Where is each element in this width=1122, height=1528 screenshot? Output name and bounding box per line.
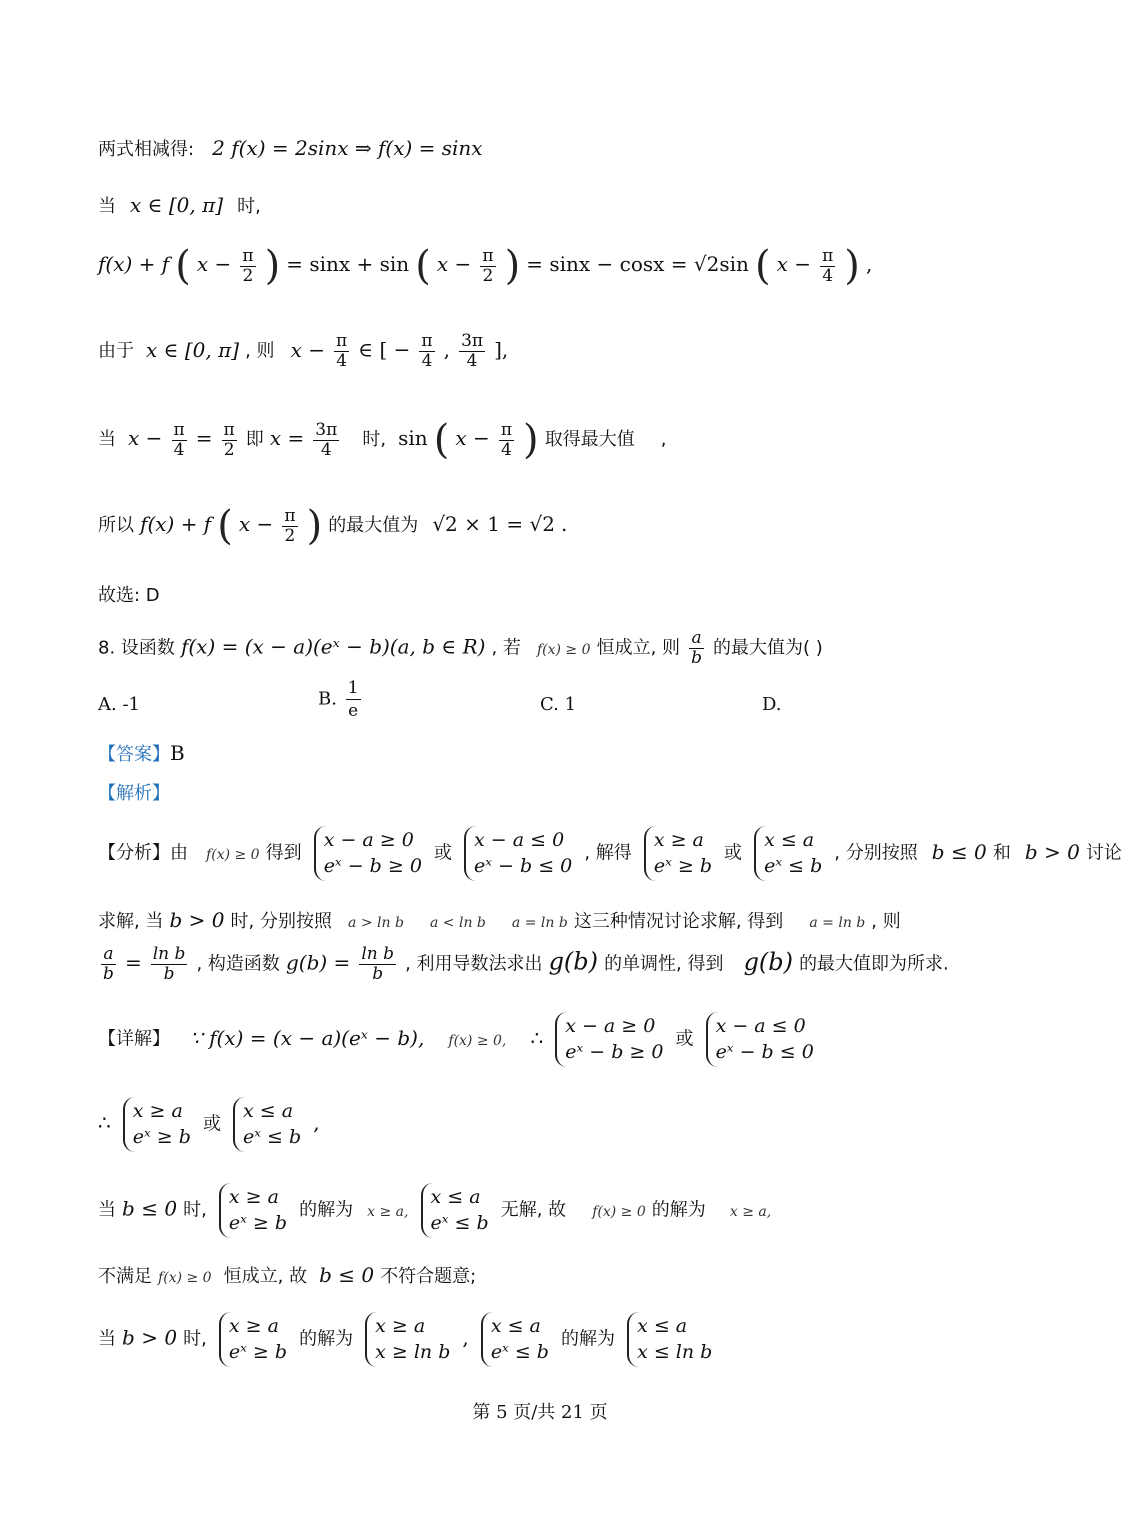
fraction bbox=[151, 946, 188, 983]
formula: b > 0 bbox=[122, 1325, 178, 1350]
row: eˣ ≥ b bbox=[132, 1125, 191, 1148]
punct: , bbox=[865, 252, 873, 276]
text: 这三种情况讨论求解, 得到 bbox=[573, 911, 784, 932]
detail-line-4 bbox=[98, 1265, 476, 1286]
system bbox=[754, 826, 822, 881]
row: x ≤ a bbox=[243, 1100, 294, 1122]
denominator: 4 bbox=[336, 351, 348, 371]
fraction bbox=[359, 946, 396, 983]
formula-small: f(x) ≥ 0, bbox=[448, 1032, 507, 1049]
text: , 解得 bbox=[584, 842, 632, 864]
row: x ≥ a bbox=[228, 1315, 279, 1337]
formula: x − bbox=[776, 252, 812, 276]
system bbox=[627, 1312, 712, 1367]
numerator: π bbox=[421, 331, 433, 351]
fraction bbox=[346, 678, 361, 721]
formula-small: a = ln b bbox=[511, 915, 568, 931]
system bbox=[706, 1012, 814, 1067]
text: 取得最大值 bbox=[544, 429, 635, 450]
formula-small: f(x) ≥ 0 bbox=[206, 846, 260, 863]
formula: = sinx − cosx = √2sin bbox=[526, 252, 749, 276]
fraction bbox=[689, 630, 704, 667]
numerator: π bbox=[822, 245, 834, 266]
formula: x − bbox=[196, 252, 232, 276]
line-max-condition bbox=[98, 417, 667, 463]
text: 恒成立, 故 bbox=[223, 1266, 308, 1287]
numerator: 1 bbox=[347, 678, 359, 698]
formula: b ≤ 0 bbox=[122, 1196, 178, 1221]
formula-small: f(x) ≥ 0 bbox=[536, 641, 591, 658]
denominator: b bbox=[372, 964, 384, 984]
text: 当 bbox=[98, 1199, 116, 1221]
text: , 利用导数法求出 bbox=[405, 953, 543, 975]
fraction bbox=[101, 946, 116, 983]
text: 由于 bbox=[98, 340, 134, 362]
system bbox=[365, 1312, 450, 1367]
row: x ≥ ln b bbox=[375, 1340, 451, 1363]
fraction bbox=[480, 245, 495, 286]
denominator: 2 bbox=[482, 265, 494, 286]
fraction bbox=[240, 245, 255, 286]
formula: ∴ bbox=[98, 1110, 111, 1135]
text: 两式相减得: bbox=[98, 139, 195, 160]
row: x − a ≥ 0 bbox=[323, 829, 414, 851]
row: eˣ ≥ b bbox=[228, 1211, 288, 1234]
text: , 构造函数 bbox=[196, 953, 280, 975]
system bbox=[219, 1183, 287, 1238]
text: 的解为 bbox=[299, 1199, 354, 1221]
row: eˣ ≥ b bbox=[228, 1340, 288, 1363]
paren-open: ( bbox=[217, 503, 233, 549]
row: x ≥ a bbox=[653, 829, 704, 851]
formula-small: x ≥ a, bbox=[367, 1203, 409, 1220]
formula-small: f(x) ≥ 0 bbox=[158, 1270, 212, 1286]
formula: = bbox=[195, 426, 213, 450]
fraction bbox=[820, 245, 835, 286]
formula: x − bbox=[455, 426, 490, 450]
formula: ∴ bbox=[530, 1025, 544, 1050]
row: eˣ ≤ b bbox=[243, 1125, 302, 1148]
fraction bbox=[282, 505, 297, 546]
row: x ≥ a bbox=[132, 1100, 183, 1122]
formula: x − bbox=[238, 512, 274, 536]
text: 即 bbox=[245, 429, 264, 450]
text: 无解, 故 bbox=[500, 1199, 567, 1221]
line-subtract bbox=[98, 138, 483, 159]
text: 的单调性, 得到 bbox=[604, 953, 724, 975]
option-a: A. -1 bbox=[98, 694, 140, 715]
formula: √2 × 1 = √2 bbox=[432, 512, 555, 536]
fraction bbox=[334, 333, 349, 370]
question-number: 8. 设函数 bbox=[98, 637, 175, 659]
numerator: 3π bbox=[461, 331, 484, 351]
formula: b > 0 bbox=[1024, 839, 1080, 864]
formula: ], bbox=[494, 337, 509, 362]
fraction bbox=[313, 419, 339, 460]
formula: b ≤ 0 bbox=[931, 839, 987, 864]
row: x ≤ a bbox=[490, 1315, 541, 1337]
formula: x − bbox=[128, 426, 163, 450]
numerator: π bbox=[500, 419, 512, 440]
text: 的最大值为( ) bbox=[713, 637, 823, 659]
row: x ≤ a bbox=[430, 1186, 481, 1208]
text: , 若 bbox=[491, 637, 521, 659]
numerator: π bbox=[242, 245, 254, 266]
text: 讨论 bbox=[1085, 842, 1122, 864]
punct: , bbox=[443, 337, 451, 362]
text: 或 bbox=[202, 1113, 221, 1135]
paren-open: ( bbox=[175, 243, 191, 289]
formula: ∈ [ − bbox=[358, 337, 411, 362]
text: 时, 分别按照 bbox=[230, 911, 332, 932]
formula: x − bbox=[290, 337, 325, 362]
denominator: 4 bbox=[320, 439, 332, 460]
numerator: 3π bbox=[315, 419, 338, 440]
text: 不满足 bbox=[98, 1266, 152, 1287]
formula: g(b) = bbox=[285, 950, 351, 975]
question-8 bbox=[98, 630, 823, 667]
row: eˣ ≥ b bbox=[653, 854, 712, 877]
fraction bbox=[459, 333, 485, 370]
fraction bbox=[172, 419, 187, 460]
denominator: e bbox=[348, 701, 359, 721]
analysis-label: 【解析】 bbox=[98, 783, 170, 804]
text: 或 bbox=[724, 842, 743, 864]
system bbox=[464, 826, 572, 881]
text: 恒成立, 则 bbox=[596, 637, 681, 659]
denominator: 4 bbox=[500, 439, 512, 460]
row: x ≥ a bbox=[375, 1315, 426, 1337]
answer-line bbox=[98, 743, 185, 764]
denominator: 4 bbox=[466, 351, 478, 371]
row: x − a ≤ 0 bbox=[474, 829, 565, 851]
formula: b ≤ 0 bbox=[319, 1263, 375, 1287]
formula: f(x) = (x − a)(eˣ − b)(a, b ∈ R) bbox=[180, 634, 486, 659]
row: x − a ≥ 0 bbox=[565, 1015, 656, 1037]
paren-close: ) bbox=[306, 503, 323, 549]
punct: , bbox=[462, 1325, 469, 1350]
line-range bbox=[98, 333, 508, 370]
formula: = bbox=[124, 950, 142, 975]
text: 当 bbox=[98, 1328, 116, 1350]
formula: sin bbox=[398, 426, 428, 450]
paren-open: ( bbox=[433, 417, 450, 463]
denominator: 2 bbox=[284, 525, 296, 546]
row: x ≤ a bbox=[764, 829, 815, 851]
system bbox=[219, 1312, 287, 1367]
text: 时, bbox=[237, 196, 261, 217]
formula-small: a > ln b bbox=[348, 915, 404, 931]
text: 时, bbox=[183, 1199, 207, 1221]
line-conclusion bbox=[98, 503, 568, 549]
formula: b > 0 bbox=[169, 908, 225, 932]
text: 时, bbox=[183, 1328, 207, 1350]
formula-small: f(x) ≥ 0 bbox=[592, 1203, 646, 1220]
text: 的最大值为 bbox=[328, 515, 419, 536]
formula: f(x) + f bbox=[140, 512, 212, 536]
formula-small: a < ln b bbox=[429, 915, 486, 931]
row: x − a ≤ 0 bbox=[715, 1015, 806, 1037]
denominator: 2 bbox=[242, 265, 254, 286]
denominator: 2 bbox=[223, 439, 235, 460]
analysis-line-3 bbox=[98, 946, 949, 983]
formula: g(b) bbox=[548, 947, 599, 976]
choose-d: 故选: D bbox=[98, 585, 160, 606]
option-c: C. 1 bbox=[540, 694, 577, 715]
formula-small: a = ln b bbox=[809, 915, 866, 931]
text: 【详解】 bbox=[98, 1028, 170, 1050]
analysis-line-2 bbox=[98, 910, 901, 931]
system bbox=[314, 826, 422, 881]
denominator: 4 bbox=[822, 265, 834, 286]
denominator: 4 bbox=[173, 439, 185, 460]
text: 当 bbox=[98, 196, 116, 217]
numerator: a bbox=[689, 630, 704, 649]
punct: , bbox=[313, 1110, 320, 1135]
text: 的解为 bbox=[651, 1199, 706, 1221]
detail-line-2 bbox=[98, 1097, 320, 1152]
paren-close: ) bbox=[504, 243, 521, 289]
detail-line-5 bbox=[98, 1312, 718, 1367]
fraction bbox=[419, 333, 434, 370]
row: eˣ − b ≥ 0 bbox=[565, 1040, 664, 1063]
text: , 则 bbox=[871, 911, 901, 932]
text: 或 bbox=[675, 1028, 694, 1050]
system bbox=[123, 1097, 191, 1152]
paren-open: ( bbox=[415, 243, 431, 289]
row: eˣ ≤ b bbox=[430, 1211, 489, 1234]
denominator: b bbox=[103, 964, 114, 984]
numerator: ln b bbox=[152, 944, 186, 964]
formula: f(x) + f bbox=[98, 252, 170, 276]
denominator: b bbox=[691, 648, 702, 668]
detail-line-3 bbox=[98, 1183, 771, 1238]
text: 和 bbox=[992, 842, 1011, 864]
punct: . bbox=[560, 512, 568, 536]
system bbox=[644, 826, 712, 881]
formula: 2 f(x) = 2sinx ⇒ f(x) = sinx bbox=[212, 136, 483, 160]
system bbox=[481, 1312, 549, 1367]
text: , bbox=[660, 429, 667, 450]
text: 或 bbox=[433, 842, 452, 864]
text: 当 bbox=[98, 429, 116, 450]
option-d: D. bbox=[762, 694, 782, 715]
text: 的解为 bbox=[561, 1328, 616, 1350]
formula: x ∈ [0, π] bbox=[130, 193, 224, 217]
system bbox=[233, 1097, 301, 1152]
denominator: 4 bbox=[421, 351, 433, 371]
row: x ≤ a bbox=[637, 1315, 688, 1337]
text: , 则 bbox=[245, 340, 275, 362]
fraction bbox=[499, 419, 514, 460]
detail-line-1 bbox=[98, 1012, 820, 1067]
text: 的解为 bbox=[299, 1328, 354, 1350]
text: 【分析】由 bbox=[98, 842, 188, 864]
row: eˣ ≤ b bbox=[764, 854, 823, 877]
text: 得到 bbox=[265, 842, 302, 864]
formula: g(b) bbox=[743, 947, 794, 976]
answer-value: B bbox=[170, 741, 185, 765]
line-sum-formula bbox=[98, 243, 873, 289]
formula: x − bbox=[436, 252, 472, 276]
paren-close: ) bbox=[264, 243, 281, 289]
option-label: B. bbox=[318, 688, 337, 710]
row: eˣ − b ≥ 0 bbox=[323, 854, 422, 877]
fraction bbox=[222, 419, 237, 460]
row: eˣ − b ≤ 0 bbox=[715, 1040, 814, 1063]
paren-close: ) bbox=[844, 243, 860, 289]
text: 的最大值即为所求. bbox=[799, 953, 949, 975]
formula: = sinx + sin bbox=[286, 252, 410, 276]
option-b bbox=[318, 678, 364, 721]
numerator: ln b bbox=[361, 944, 395, 964]
page-footer: 第 5 页/共 21 页 bbox=[472, 1402, 608, 1423]
paren-open: ( bbox=[754, 243, 771, 289]
numerator: π bbox=[336, 331, 348, 351]
text: , 分别按照 bbox=[834, 842, 918, 864]
numerator: π bbox=[173, 419, 185, 440]
system bbox=[555, 1012, 663, 1067]
row: x ≤ ln b bbox=[637, 1340, 713, 1363]
system bbox=[421, 1183, 489, 1238]
row: eˣ ≤ b bbox=[490, 1340, 549, 1363]
row: eˣ − b ≤ 0 bbox=[474, 854, 573, 877]
analysis-line-1 bbox=[98, 826, 1122, 881]
denominator: b bbox=[163, 964, 175, 984]
formula-small: x ≥ a, bbox=[729, 1203, 772, 1220]
numerator: π bbox=[482, 245, 494, 266]
formula: x = bbox=[269, 426, 305, 450]
formula: ∵ f(x) = (x − a)(eˣ − b), bbox=[190, 1025, 425, 1050]
row: x ≥ a bbox=[228, 1186, 279, 1208]
answer-label: 【答案】 bbox=[98, 744, 170, 765]
text: 不符合题意; bbox=[380, 1266, 477, 1287]
formula: x ∈ [0, π] bbox=[146, 337, 240, 362]
text: 所以 bbox=[98, 515, 134, 536]
text: 时, bbox=[362, 429, 387, 450]
text: 求解, 当 bbox=[98, 911, 164, 932]
numerator: a bbox=[101, 946, 116, 965]
numerator: π bbox=[223, 419, 235, 440]
paren-close: ) bbox=[523, 417, 539, 463]
numerator: π bbox=[284, 505, 296, 526]
line-domain bbox=[98, 195, 261, 216]
